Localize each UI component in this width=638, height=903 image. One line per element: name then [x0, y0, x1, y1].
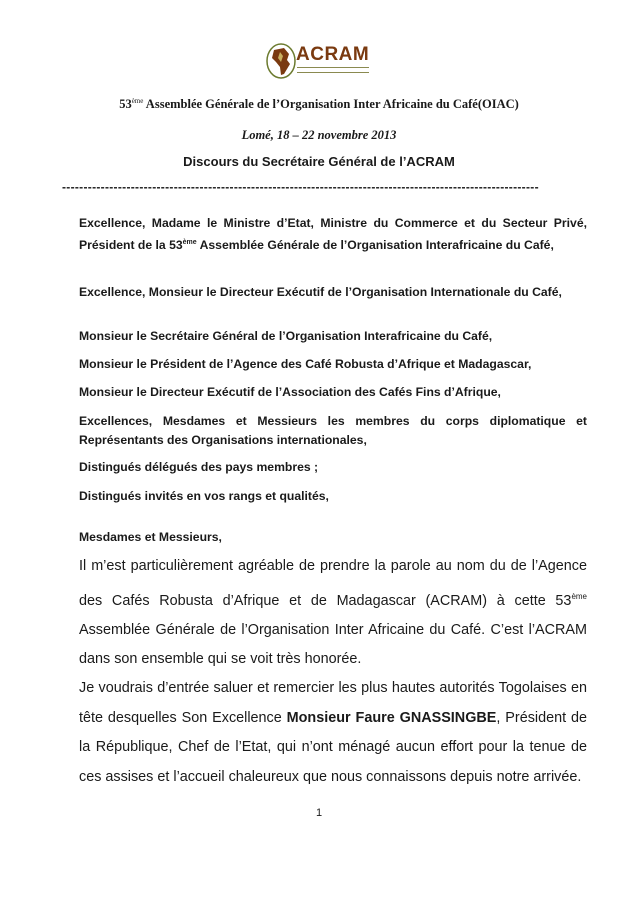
- salutation-1b: Assemblée Générale de l’Organisation Interafricaine du Café,: [196, 238, 554, 253]
- assembly-ordinal: 53: [119, 97, 132, 112]
- paragraph-2b: , Président de la République, Chef de l’Etat, qui n’ont ménagé aucun effort pour la tenue de ces assises et l’accueil chaleureux que nous connaissons depuis notre arrivée.: [79, 709, 588, 785]
- salutation-6: Excellences, Mesdames et Messieurs les membres du corps diplomatique et Représentants des Organisations internationales,: [79, 414, 587, 447]
- salutation-4: Monsieur le Président de l’Agence des Café Robusta d’Afrique et Madagascar,: [79, 357, 532, 371]
- logo-text: ACRAM: [296, 44, 370, 65]
- paragraph-2a: Je voudrais d’entrée saluer et remercier les plus hautes autorités Togolaises en tête desquelles Son Excellence: [79, 680, 587, 726]
- paragraph-1b: Assemblée Générale de l’Organisation Inter Africaine du Café. C’est l’ACRAM dans son ensemble qui se voit très honorée.: [79, 621, 587, 668]
- salutation-9: Mesdames et Messieurs,: [79, 530, 222, 544]
- assembly-title: Assemblée Générale de l’Organisation Inter Africaine du Café(OIAC): [143, 97, 519, 112]
- salutation-1a: Excellence, Madame le Ministre d’Etat, Ministre du Commerce et du Secteur Privé, Président de la 53: [79, 216, 587, 253]
- salutation-1-sup: ème: [182, 239, 197, 246]
- salutation-7: Distingués délégués des pays membres ;: [79, 460, 319, 474]
- salutation-5: Monsieur le Directeur Exécutif de l’Association des Cafés Fins d’Afrique,: [79, 385, 501, 399]
- paragraph-2: [79, 674, 587, 792]
- place-date: Lomé, 18 – 22 novembre 2013: [241, 128, 397, 142]
- page-number: 1: [315, 807, 323, 819]
- paragraph-1: [79, 552, 587, 675]
- salutation-2: Excellence, Monsieur le Directeur Exécutif de l’Organisation Internationale du Café,: [79, 285, 562, 299]
- assembly-sup: ème: [131, 97, 144, 105]
- president-name: Monsieur Faure GNASSINGBE: [286, 709, 497, 726]
- separator-line: ---------------------------------------------------------------------------------------------------------------: [62, 180, 539, 194]
- africa-map-icon: [266, 42, 296, 80]
- acram-logo: [266, 42, 376, 82]
- salutation-8: Distingués invités en vos rangs et qualités,: [79, 489, 329, 503]
- salutation-3: Monsieur le Secrétaire Général de l’Organisation Interafricaine du Café,: [79, 329, 493, 343]
- speech-title: Discours du Secrétaire Général de l’ACRAM: [183, 154, 455, 169]
- paragraph-1-sup: ème: [571, 591, 587, 601]
- assembly-title-line: [0, 97, 638, 112]
- paragraph-1a: Il m’est particulièrement agréable de prendre la parole au nom du de l’Agence des Cafés Robusta d’Afrique et de Madagascar (ACRAM) à cette 53: [79, 558, 587, 609]
- logo-underline: [297, 67, 369, 73]
- salutation-1: [79, 214, 587, 255]
